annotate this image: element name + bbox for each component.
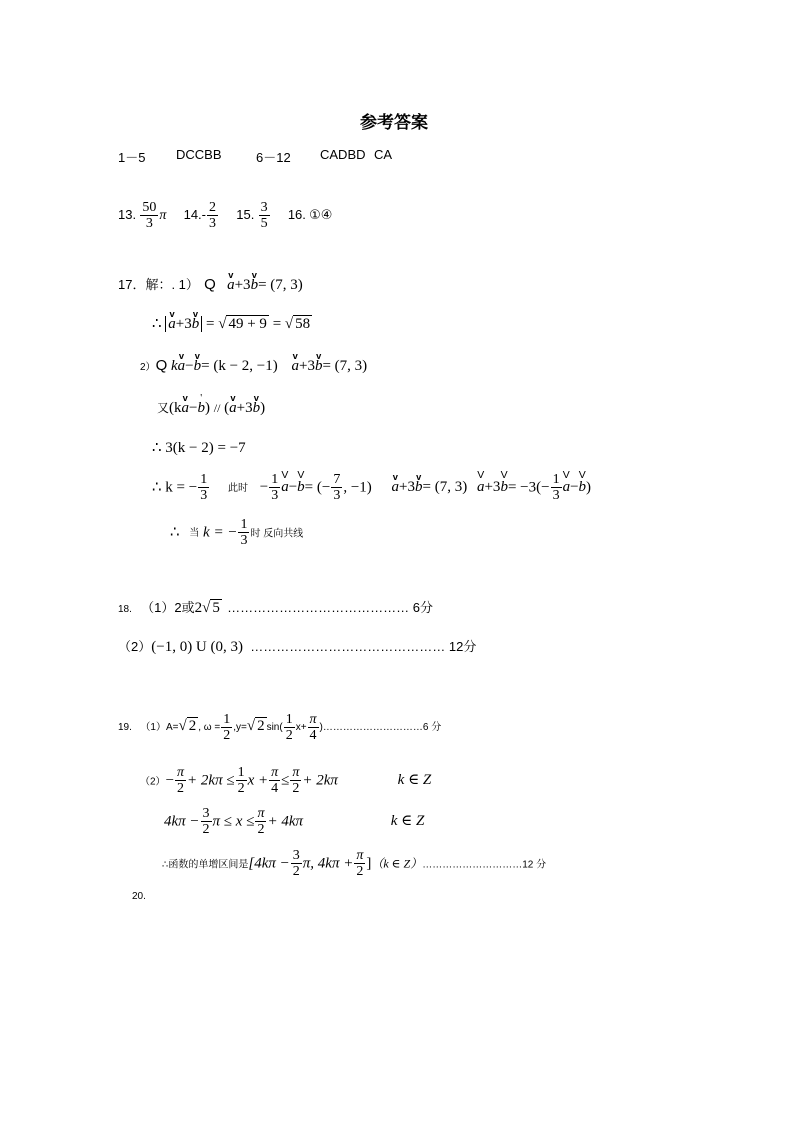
because-symbol: Q bbox=[204, 276, 216, 293]
fill-answers-row bbox=[118, 200, 332, 232]
q14-fraction: $\frac{2}{3}$ bbox=[209, 200, 216, 232]
q13-fraction: $\frac{50}{3}$ bbox=[142, 200, 157, 232]
vector-b: v b bbox=[251, 277, 259, 294]
q20-label: 20. bbox=[132, 891, 146, 902]
q18-line-2: （2）(−1, 0) U (0, 3) ……………………………………… 12分 bbox=[118, 639, 477, 655]
because-symbol-2: Q bbox=[155, 357, 168, 374]
q18-line-1: 18. （1）2或2√ 5 …………………………………… 6分 bbox=[118, 600, 433, 616]
q17-line-5: ∴ 3(k − 2) = −7 bbox=[152, 440, 246, 456]
page-title: 参考答案 bbox=[360, 113, 428, 132]
sqrt-58: √ 58 bbox=[284, 316, 311, 332]
q17-line-3: 2）Q kv a−v b= (k − 2, −1) v a+3v b= (7, 3) bbox=[140, 357, 367, 375]
q17-line-7: ∴ 当 k = − $\frac{1}{3}$ 时 反向共线 bbox=[170, 517, 304, 549]
choice-range-1: 1－5 bbox=[118, 150, 146, 165]
q13-label: 13. bbox=[118, 206, 137, 222]
q19-line-4: ∴函数的单增区间是[4kπ − $\frac{3}{2}$ π, 4kπ + $\frac{\pi}{2}$ ]（k ∈ Z）…………………………12 分 bbox=[162, 848, 547, 880]
parallel-symbol: // bbox=[213, 401, 221, 415]
q17-label: 17．解：. 1） bbox=[118, 277, 199, 292]
q17-line-1: 17．解：. 1） Q v a+3v b= (7, 3) bbox=[118, 274, 303, 294]
choice-range-2: 6－12 bbox=[256, 150, 291, 165]
q14-label: 14.- bbox=[183, 206, 206, 222]
q17-line-4: 又(kv a−' b) // (v a+3v b) bbox=[157, 399, 265, 417]
choice-answers-2: CADBD bbox=[320, 147, 366, 162]
sqrt-5: √ 5 bbox=[202, 600, 220, 616]
q19-line-1: 19. （1）A=√ 2 , ω = $\frac{1}{2}$ ,y=√ 2 sin( $\frac{1}{2}$ x+ $\frac{\pi}{4}$ )…………………………6 分 bbox=[118, 712, 442, 744]
q15-label: 15. bbox=[236, 206, 255, 222]
q16-answer: ①④ bbox=[309, 206, 333, 222]
q19-line-3: 4kπ − $\frac{3}{2}$ π ≤ x ≤ $\frac{\pi}{2}$ + 4kπ k ∈ Z bbox=[164, 806, 425, 838]
sqrt-expression: √ 49 + 9 bbox=[218, 316, 267, 332]
vector-a: v a bbox=[227, 277, 235, 294]
choice-answers-1: DCCBB bbox=[176, 147, 222, 162]
q13-pi: π bbox=[159, 207, 167, 223]
q19-line-2: （2）− $\frac{\pi}{2}$ + 2kπ ≤ $\frac{1}{2}$ x + $\frac{\pi}{4}$ ≤ $\frac{\pi}{2}$ + 2kπ k ∈ Z bbox=[140, 765, 432, 797]
q16-label: 16. bbox=[287, 206, 306, 222]
choice-answers-3: CA bbox=[374, 147, 393, 162]
q17-line-6: ∴ k = − $\frac{1}{3}$ 此时 − $\frac{1}{3}$ V a−V b= (− $\frac{7}{3}$ , −1) v a+3v b= (7, 3) V a+3V b= −3(− $\frac{1}{3}$ V a−V b) bbox=[152, 472, 591, 504]
q15-fraction: $\frac{3}{5}$ bbox=[260, 200, 268, 232]
therefore-symbol: ∴ bbox=[152, 316, 162, 332]
q17-line-2: ∴ v a+3v b = √ 49 + 9 = √ 58 bbox=[152, 314, 312, 333]
